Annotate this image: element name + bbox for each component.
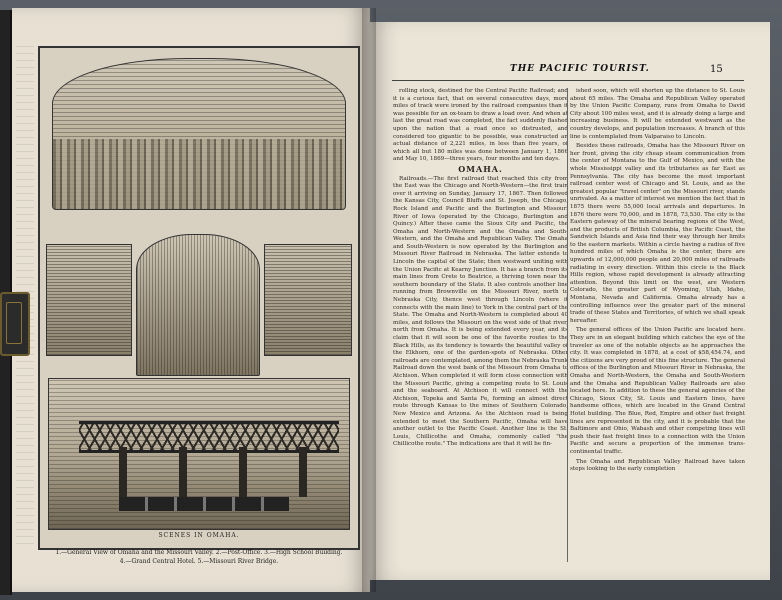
plate-caption-title: SCENES IN OMAHA. — [158, 532, 240, 539]
train — [119, 497, 289, 511]
paragraph: Besides these railroads, Omaha has the Missouri River on her front, giving the city cheap steam communication from the center of Montana to the Gulf of Mexico, and with the whole Mississippi valley and its tributaries as far East as Pennsylvania. The city has become the most important railroad center west of Chicago and St. Louis, and as the greatest popular "travel center" on the Missouri river, stands unrivaled. As a matter of interest we mention the fact that in 1875 there were 55,000 local arrivals and departures. In 1876 there were 70,000, and in 1878, 73,530. The city is the Eastern gateway of the mineral bearing regions of the West, and the products of British Columbia, the Pacific Coast, the Sandwich Islands and Asia find their way through her limits to the eastern markets. Within a circle having a radius of five hundred miles of which Omaha is the center, there are upwards of 12,000,000 people and 20,000 miles of railroads radiating in every direction. Within this circle is the Black Hills region, whose rapid development is already attracting attention. Beyond this limit on the west, are Western Colorado, the greater part of Wyoming, Utah, Idaho, Montana, Nevada and California. Omaha already has a controlling influence over the greater part of the mineral trade of these States and Territories, of which we shall speak hereafter. — [570, 143, 745, 324]
engraving-plate — [38, 46, 360, 550]
engraving-missouri-river-bridge — [48, 378, 350, 530]
bridge-pier — [299, 447, 307, 497]
engraving-high-school — [136, 234, 260, 376]
book-clasp — [0, 292, 30, 356]
page-number: 15 — [710, 64, 723, 75]
section-heading: OMAHA. — [458, 163, 503, 174]
column-divider — [567, 88, 568, 562]
bridge-pier — [179, 447, 187, 497]
text-column-2 — [570, 88, 745, 568]
bridge-pier — [239, 447, 247, 497]
bridge-pier — [119, 447, 127, 497]
plate-caption-line: 1.—General View of Omaha and the Missouri Valley. 2.—Post-Office. 3.—High School Building. — [55, 549, 343, 556]
engraving-general-view-omaha — [52, 58, 346, 210]
paragraph: rolling stock, destined for the Central Pacific Railroad; and it is a curious fact, that on several consecutive days, more miles of track were ironed by the railroad companies than it was possible for an ox-team to draw a load over. And when at last the great road was completed, the fact suddenly flashed upon the nation that a road once so distrusted, and considered too gigantic to be possible, was constructed an actual distance of 2,221 miles, in less than five years, of which all but 180 miles was done between January 1, 1866 and May 10, 1869—three years, four months and ten days. — [393, 88, 568, 163]
header-rule — [392, 80, 744, 81]
paragraph: The Omaha and Republican Valley Railroad have taken steps looking to the early completion — [570, 458, 745, 473]
text-column-1 — [393, 88, 568, 568]
engraving-grand-central-hotel — [264, 244, 352, 356]
plate-caption — [40, 548, 358, 566]
book-gutter — [362, 8, 376, 592]
running-head: THE PACIFIC TOURIST. — [510, 64, 650, 74]
paragraph: ished soon, which will shorten up the distance to St. Louis about 65 miles. The Omaha and Republican Valley operated by the Union Pacific Company, runs from Omaha to David City about 100 miles west, and it is already doing a large and increasing business. It will be extended westward as the country develops, and population increases. A branch of this line is contemplated from Valparaiso to Lincoln. — [570, 88, 745, 140]
paragraph: The general offices of the Union Pacific are located here. They are in an elegant building which catches the eye of the traveler as one of the notable objects as he approaches the city. It was completed in 1878, at a cost of $58,454.74, and the citizens are very proud of this fine structure. The general offices of the Burlington and Missouri River in Nebraska, the Omaha and North-Western, the Omaha and South-Western and the Omaha and Republican Valley Railroads are also located here. In addition to these the general agencies of the Chicago, Sioux City, St. Louis and Eastern lines, have handsome offices, which are located in the Grand Central Hotel building. The Blue, Red, Empire and other fast freight lines are represented in the city, and it is probable that the Baltimore and Ohio, Wabash and other competing lines will push their fast freight lines to a connection with the Union Pacific and secure a proportion of the immense trans-continental traffic. — [570, 327, 745, 455]
plate-caption-line: 4.—Grand Central Hotel. 5.—Missouri River Bridge. — [119, 558, 279, 565]
engraving-post-office — [46, 244, 132, 356]
paragraph: Railroads.—The first railroad that reached this city from the East was the Chicago and North-Western—the first train over it arriving on Sunday, January 17, 1867. Then followed the Kansas City, Council Bluffs and St. Joseph, the Chicago, Rock Island and Pacific and the Burlington and Missouri River of Iowa (operated by the Chicago, Burlington and Quincy.) After these came the Sioux City and Pacific, the Omaha and North-Western and the Omaha and South-Western, and the Omaha and Republican Valley. The Omaha and South-Western is now operated by the Burlington and Missouri River Railroad in Nebraska. The latter extends to Lincoln the capital of the State; then westward uniting with the Union Pacific at Kearny Junction. It has a branch from its main lines from Crete to Beatrice, a thriving town near the southern boundary of the State. It also controls another line running from Brownville on the Missouri River, north to Nebraska City, thence west through Lincoln (where it connects with the main line) to York in the central part of the State. The Omaha and North-Western is completed about 40 miles, and follows the Missouri on the west side of that river, north from Omaha. It is being extended every year, and its claim that it will soon be one of the favorite routes to the Black Hills, as its tendency is towards the beautiful valley of the Elkhorn, one of the garden-spots of Nebraska. Other railroads are contemplated, among them the Nebraska Trunk Railroad down the west bank of the Missouri from Omaha to Atchison. When completed it will form close connection with the Missouri Pacific, giving a competing route to St. Louis and the seaboard. At Atchison it will connect with the Atchison, Topeka and Santa Fe, forming an almost direct route through Kansas to the mines of Southern Colorado, New Mexico and Arizona. As the Atchison road is being extended to meet the Southern Pacific, Omaha will have another outlet to the Pacific Coast. Another line is the St. Louis, Chillicothe and Omaha, commonly called "the Chillicothe route." The indications are that it will be fin- — [393, 175, 568, 448]
city-skyline — [53, 139, 345, 209]
